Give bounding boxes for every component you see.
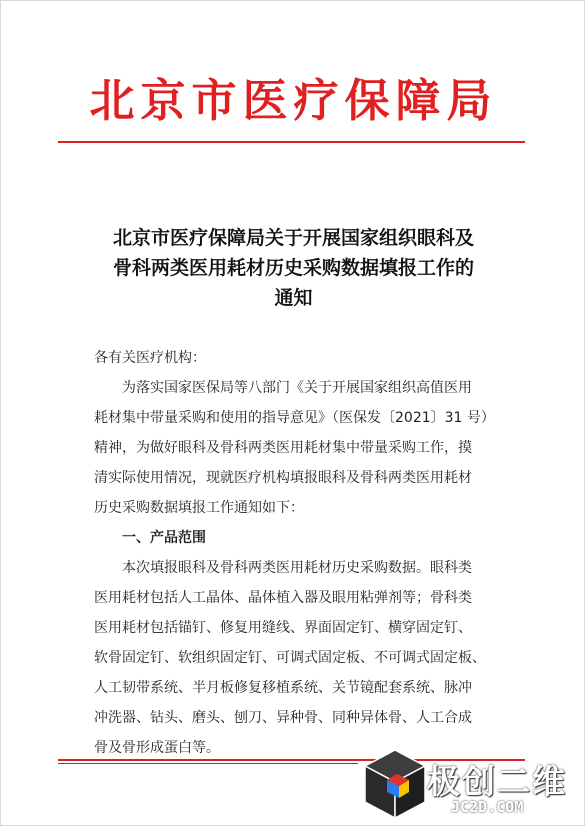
document-title bbox=[41, 223, 546, 313]
intro-line: 历史采购数据填报工作通知如下： bbox=[94, 500, 304, 516]
watermark bbox=[359, 746, 581, 824]
section-line: 骨及骨形成蛋白等。 bbox=[94, 740, 220, 756]
masthead-title: 北京市医疗保障局 bbox=[89, 74, 498, 127]
section-heading-product-scope: 一、产品范围 bbox=[122, 530, 206, 546]
section-line: 软骨固定钉、软组织固定钉、可调式固定板、不可调式固定板、 bbox=[94, 650, 486, 666]
intro-line: 清实际使用情况，现就医疗机构填报眼科及骨科两类医用耗材 bbox=[94, 470, 472, 486]
section-line: 医用耗材包括锚钉、修复用缝线、界面固定钉、横穿固定钉、 bbox=[94, 620, 472, 636]
title-line-1: 北京市医疗保障局关于开展国家组织眼科及 bbox=[112, 227, 474, 249]
title-line-3: 通知 bbox=[274, 287, 313, 309]
document-body bbox=[94, 343, 514, 763]
title-line-2: 骨科两类医用耗材历史采购数据填报工作的 bbox=[112, 257, 474, 279]
cube-logo-icon bbox=[359, 746, 431, 824]
section-line: 冲洗器、钻头、磨头、刨刀、异种骨、同种异体骨、人工合成 bbox=[94, 710, 472, 726]
section-line: 人工韧带系统、半月板修复移植系统、关节镜配套系统、脉冲 bbox=[94, 680, 472, 696]
intro-line: 为落实国家医保局等八部门《关于开展国家组织高值医用 bbox=[122, 380, 472, 396]
intro-line: 精神，为做好眼科及骨科两类医用耗材集中带量采购工作，摸 bbox=[94, 440, 472, 456]
intro-line: 耗材集中带量采购和使用的指导意见》（医保发〔2021〕31 号） bbox=[94, 410, 495, 426]
section-line: 医用耗材包括人工晶体、晶体植入器及眼用粘弹剂等；骨科类 bbox=[94, 590, 472, 606]
watermark-text-en: JC2D.COM bbox=[451, 798, 524, 816]
salutation: 各有关医疗机构： bbox=[94, 350, 206, 366]
section-line: 本次填报眼科及骨科两类医用耗材历史采购数据。眼科类 bbox=[122, 560, 472, 576]
footer-red-rule-thin bbox=[58, 763, 358, 764]
masthead-red-rule bbox=[58, 141, 525, 143]
watermark-text-cn: 极创二维 bbox=[427, 762, 567, 801]
